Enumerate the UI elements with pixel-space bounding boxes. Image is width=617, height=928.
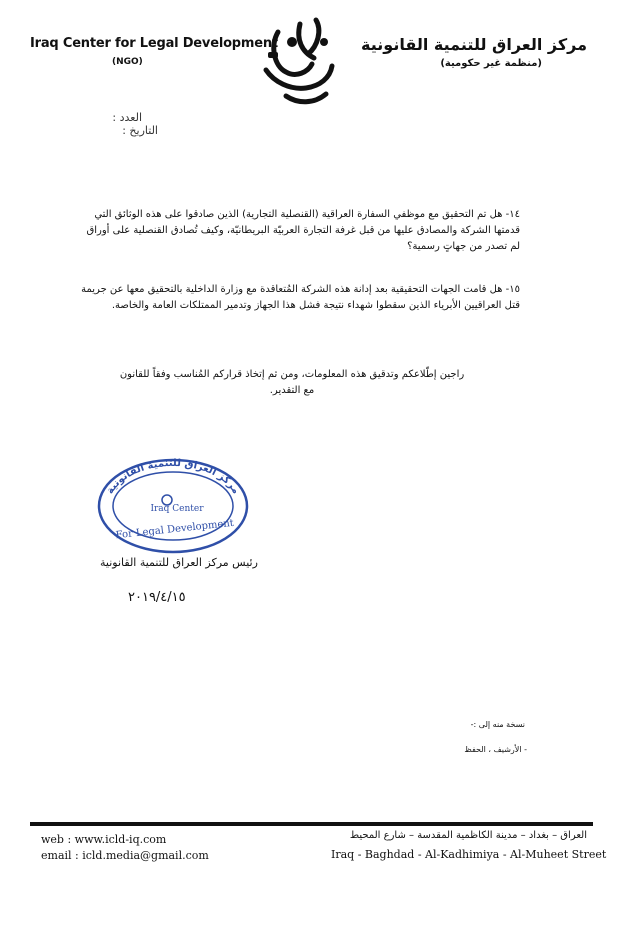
copy-to-label: نسخة منه إلى :-	[470, 720, 525, 729]
footer-address-ar: العراق – بغداد – مدينة الكاظمية المقدسة – شارع المحيط	[349, 830, 587, 841]
footer-address-en: Iraq - Baghdad - Al-Kadhimiya - Al-Muheet Street	[331, 848, 607, 861]
stamp-english-line-2: For Legal Development	[115, 517, 235, 542]
footer-email: email : icld.media@gmail.com	[41, 849, 209, 862]
org-name-ar: مركز العراق للتنمية القانونية	[361, 35, 587, 54]
closing-paragraph	[92, 367, 492, 399]
date-label: التاريخ :	[122, 124, 158, 137]
reference-number-label: العدد :	[112, 111, 142, 124]
calligraphy-logo-icon	[256, 12, 340, 108]
stamp-arabic-text: مركز العراق للتنمية القانونية	[104, 457, 242, 497]
signer-title: رئيس مركز العراق للتنمية القانونية	[100, 556, 258, 569]
stamp-english-line-1: Iraq Center	[150, 504, 204, 514]
org-type-ar: (منظمة غير حكومية)	[440, 58, 542, 69]
org-type-en: (NGO)	[112, 57, 143, 67]
org-name-en: Iraq Center for Legal Development	[30, 36, 278, 51]
paragraph-15: ١٥- هل قامت الجهات التحقيقية بعد إدانة هذه الشركة المُتعاقدة مع وزارة الداخلية بالتحقيق معها عن جريمة قتل العراقيين الأبرياء الذين سقطوا شهداء نتيجة فشل هذا الجهاز وتدمير الممتلكات العامة والخاصة.	[81, 284, 520, 311]
official-stamp	[95, 456, 250, 556]
footer-website: web : www.icld-iq.com	[41, 833, 167, 846]
copy-to-item: - الأرشيف ، الحفظ	[464, 745, 527, 754]
closing-line-2: مع التقدير.	[269, 385, 315, 396]
footer-divider	[30, 822, 593, 826]
signature-date: ٢٠١٩/٤/١٥	[128, 590, 186, 605]
paragraph-14: ١٤- هل تم التحقيق مع موظفي السفارة العراقية (القنصلية التجارية) الذين صادقوا على هذه الوثائق التي قدمتها الشركة والمصادق عليها من قبل غرفة التجارة العربيّة البريطانيّة، وكيف تُصادق القنصلية على أوراق لم تصدر من جهاتٍ رسمية؟	[86, 209, 520, 252]
closing-line-1: راجين إطّلاعكم وتدقيق هذه المعلومات، ومن ثم إتخاذ قراركم المُناسب وفقاً للقانون	[119, 369, 465, 380]
